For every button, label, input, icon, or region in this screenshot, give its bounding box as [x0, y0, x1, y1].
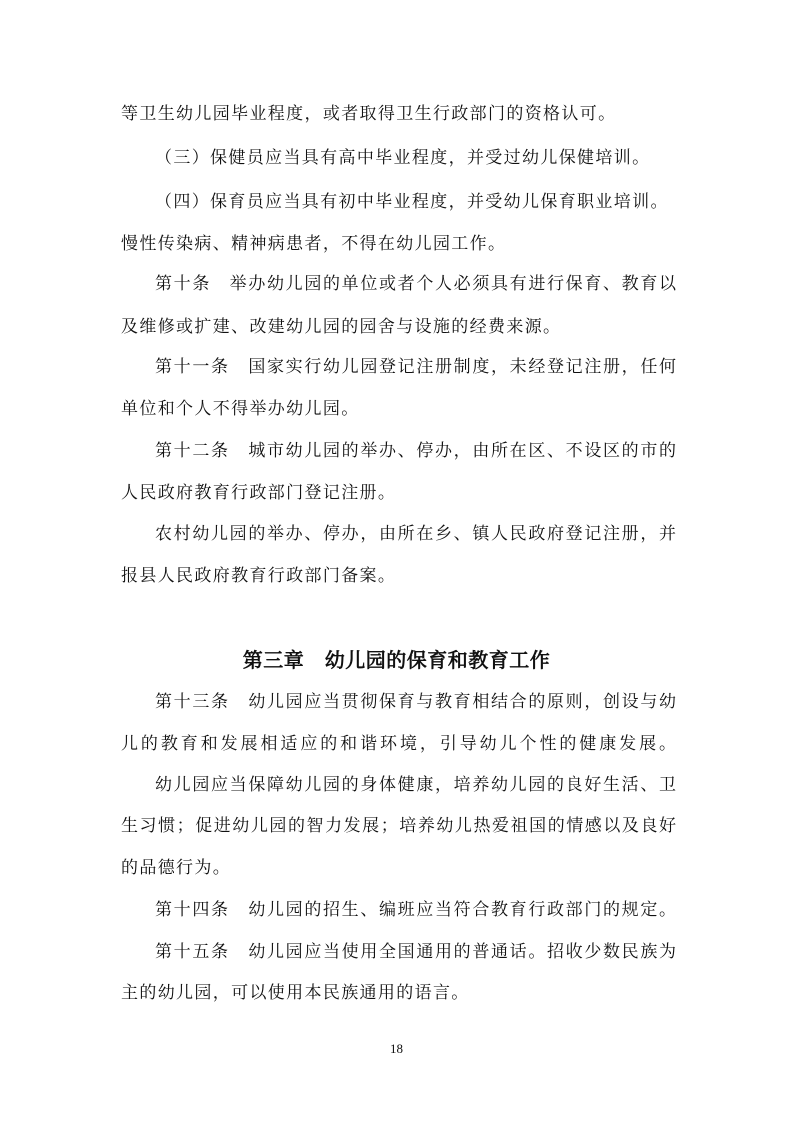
body-line: 第十四条 幼儿园的招生、编班应当符合教育行政部门的规定。	[155, 900, 676, 920]
body-line: 慢性传染病、精神病患者，不得在幼儿园工作。	[121, 234, 507, 254]
body-line: 报县人民政府教育行政部门备案。	[121, 566, 397, 586]
body-line: 第十一条 国家实行幼儿园登记注册制度，未经登记注册，任何	[155, 357, 676, 377]
body-line: 主的幼儿园，可以使用本民族通用的语言。	[121, 983, 470, 1003]
body-line: 农村幼儿园的举办、停办，由所在乡、镇人民政府登记注册，并	[155, 524, 676, 544]
body-line: 等卫生幼儿园毕业程度，或者取得卫生行政部门的资格认可。	[121, 104, 617, 124]
body-line: 第十五条 幼儿园应当使用全国通用的普通话。招收少数民族为	[155, 942, 676, 962]
body-line: 第十三条 幼儿园应当贯彻保育与教育相结合的原则，创设与幼	[155, 692, 676, 712]
body-line: 第十二条 城市幼儿园的举办、停办，由所在区、不设区的市的	[155, 441, 676, 461]
body-line: 幼儿园应当保障幼儿园的身体健康，培养幼儿园的良好生活、卫	[155, 775, 676, 795]
page-number: 18	[390, 1041, 403, 1056]
body-line: 生习惯；促进幼儿园的智力发展；培养幼儿热爱祖国的情感以及良好	[121, 816, 676, 836]
body-line: （四）保育员应当具有初中毕业程度，并受幼儿保育职业培训。	[155, 192, 669, 212]
body-line: 的品德行为。	[121, 858, 232, 878]
body-line: 儿的教育和发展相适应的和谐环境，引导幼儿个性的健康发展。	[121, 734, 676, 754]
chapter-heading: 第三章 幼儿园的保育和教育工作	[242, 648, 551, 672]
body-line: 及维修或扩建、改建幼儿园的园舍与设施的经费来源。	[121, 317, 562, 337]
body-line: （三）保健员应当具有高中毕业程度，并受过幼儿保健培训。	[155, 148, 651, 168]
body-line: 人民政府教育行政部门登记注册。	[121, 483, 397, 503]
body-line: 第十条 举办幼儿园的单位或者个人必须具有进行保育、教育以	[155, 274, 676, 294]
body-line: 单位和个人不得举办幼儿园。	[121, 399, 360, 419]
